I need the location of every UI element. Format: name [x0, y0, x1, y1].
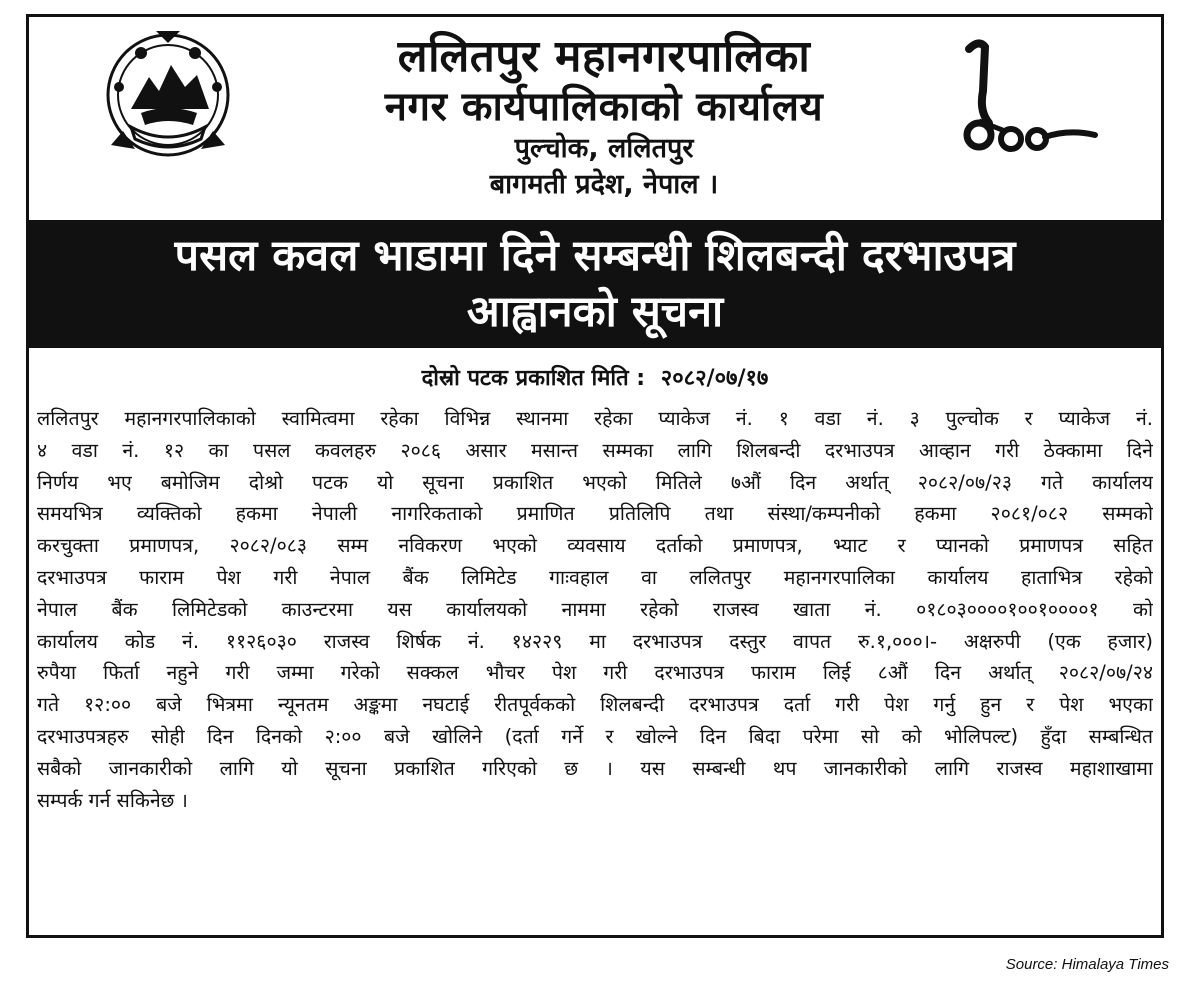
publication-date-value: २०८२/०७/१७: [660, 366, 769, 391]
body-line: नेपाल बैंक लिमिटेडको काउन्टरमा यस कार्यालयको नाममा रहेको राजस्व खाता नं. ०१८०३००००१००१००००१ को: [37, 597, 1153, 621]
notice-frame: [26, 14, 1164, 938]
municipality-name: ललितपुर महानगरपालिका: [397, 31, 811, 82]
body-line: गते १२:०० बजे भित्रमा न्यूनतम अङ्कमा नघटाई रीतपूर्वकको शिलबन्दी दरभाउपत्र दर्ता गरी पेश गर्नु हुन र पेश भएका: [37, 693, 1153, 717]
body-line: ४ वडा नं. १२ का पसल कवलहरु २०८६ असार मसान्त सम्मका लागि शिलबन्दी दरभाउपत्र आव्हान गरी ठेक्कामा दिने: [37, 438, 1153, 462]
body-line: दरभाउपत्रहरु सोही दिन दिनको २:०० बजे खोलिने (दर्ता गर्ने र खोल्ने दिन बिदा परेमा सो को भोलिपल्ट) हुँदा सम्बन्धित: [37, 724, 1153, 748]
body-line: सबैको जानकारीको लागि यो सूचना प्रकाशित गरिएको छ । यस सम्बन्धी थप जानकारीको लागि राजस्व महाशाखामा: [37, 756, 1153, 780]
nepal-emblem-icon: [101, 27, 236, 167]
body-line: करचुक्ता प्रमाणपत्र, २०८२/०८३ सम्म नविकरण भएको व्यवसाय दर्ताको प्रमाणपत्र, भ्याट र प्यानको प्रमाणपत्र सहित: [37, 534, 1153, 558]
body-line: ललितपुर महानगरपालिकाको स्वामित्वमा रहेका विभिन्न स्थानमा रहेका प्याकेज नं. १ वडा नं. ३ पुल्चोक र प्याकेज नं.: [37, 407, 1153, 430]
body-line: निर्णय भए बमोजिम दोश्रो पटक यो सूचना प्रकाशित भएको मितिले ७औं दिन अर्थात् २०८२/०७/२३ गते कार्यालय: [37, 470, 1153, 494]
address-line-2: बागमती प्रदेश, नेपाल ।: [489, 169, 719, 200]
body-line: समयभित्र व्यक्तिको हकमा नेपाली नागरिकताको प्रमाणित प्रतिलिपि तथा संस्था/कम्पनीको हकमा २०८१/०८२ सम्मको: [37, 502, 1153, 526]
notice-title-line-2: आह्वानको सूचना: [466, 287, 724, 337]
publication-date: [29, 362, 1161, 392]
municipality-logo-icon: [939, 31, 1099, 171]
body-line: कार्यालय कोड नं. ११२६०३० राजस्व शिर्षक नं. १४२२९ मा दरभाउपत्र दस्तुर वापत रु.१,०००।- अक्षरुपी (एक हजार): [37, 629, 1153, 653]
notice-title-banner: [29, 220, 1161, 348]
body-line: दरभाउपत्र फाराम पेश गरी नेपाल बैंक लिमिटेड गाःवहाल वा ललितपुर महानगरपालिका कार्यालय हाताभित्र रहेको: [37, 565, 1153, 589]
notice-body: [29, 403, 1161, 816]
publication-date-label: दोस्रो पटक प्रकाशित मिति :: [421, 366, 646, 391]
office-name: नगर कार्यपालिकाको कार्यालय: [384, 84, 824, 130]
source-credit: Source: Himalaya Times: [1005, 956, 1169, 973]
body-line: सम्पर्क गर्न सकिनेछ ।: [37, 788, 188, 812]
office-header: [229, 31, 979, 203]
notice-title-line-1: पसल कवल भाडामा दिने सम्बन्धी शिलबन्दी दरभाउपत्र: [174, 231, 1016, 281]
address-line-1: पुल्चोक, ललितपुर: [514, 133, 694, 164]
body-line: रुपैया फिर्ता नहुने गरी जम्मा गरेको सक्कल भौचर पेश गरी दरभाउपत्र फाराम लिई ८औं दिन अर्थात् २०८२/०७/२४: [37, 661, 1153, 685]
